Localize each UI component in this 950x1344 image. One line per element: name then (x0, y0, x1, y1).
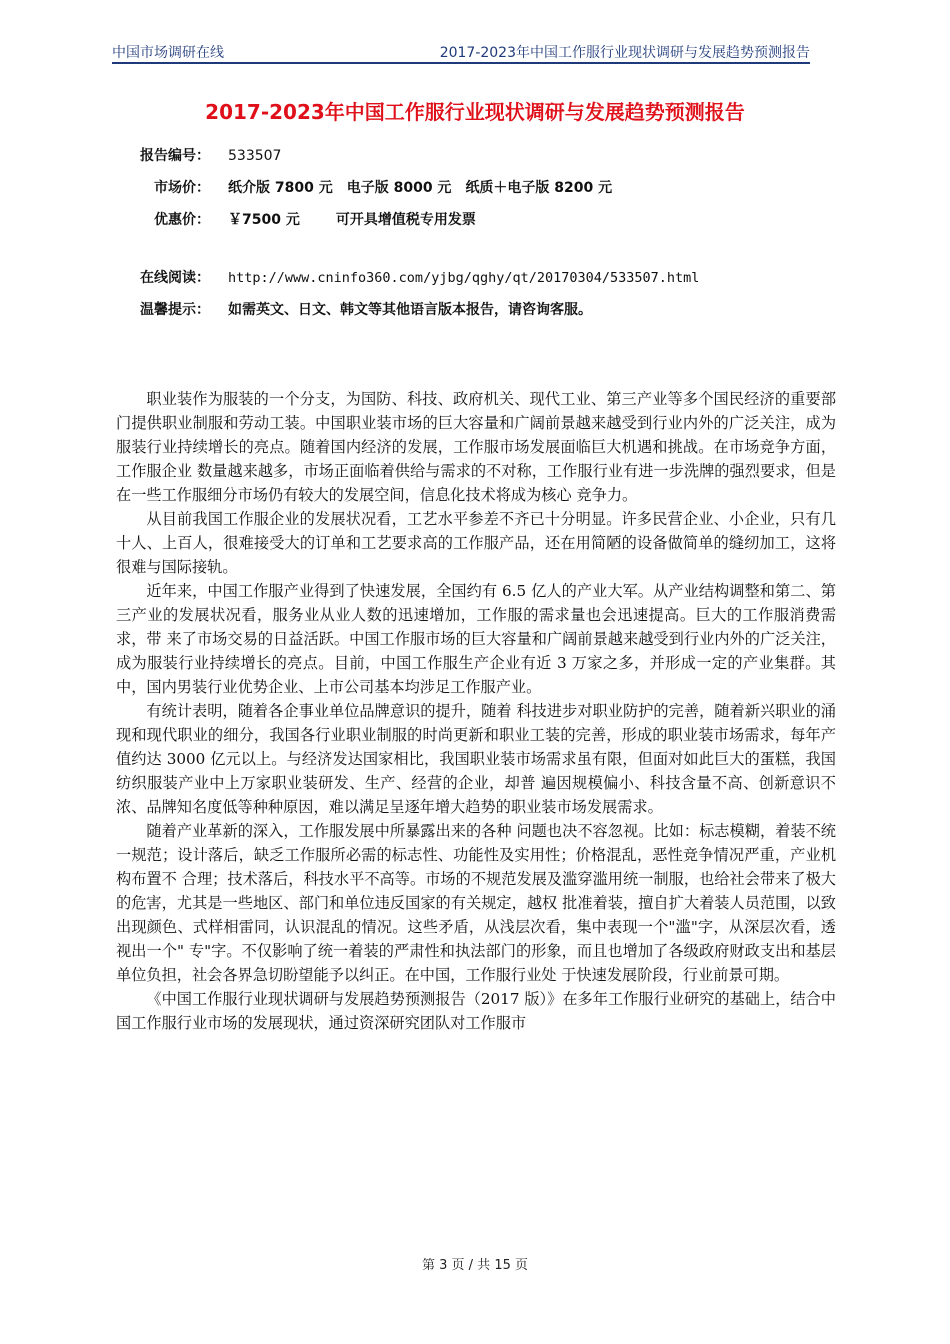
body-paragraph: 随着产业革新的深入，工作服发展中所暴露出来的各种 问题也决不容忽视。比如：标志模糊，着装不统一规范；设计落后，缺乏工作服所必需的标志性、功能性及实用性；价格混乱，恶性竞争情况严重，产业机构布置不 合理；技术落后，科技水平不高等。市场的不规范发展及滥穿滥用统一制服，也给社会带来了极大的危害，尤其是一些地区、部门和单位违反国家的有关规定，越权 批准着装，擅自扩大着装人员范围，以致出现颜色、式样相雷同，认识混乱的情况。这些矛盾，从浅层次看，集中表现一个"滥"字，从深层次看，透视出一个" 专"字。不仅影响了统一着装的严肃性和执法部门的形象，而且也增加了各级政府财政支出和基层单位负担，社会各界急切盼望能予以纠正。在中国，工作服行业处 于快速发展阶段，行业前景可期。 (116, 822, 836, 984)
tip-row (112, 300, 832, 320)
discount-label: 优惠价： (154, 212, 210, 228)
body-paragraph: 职业装作为服装的一个分支，为国防、科技、政府机关、现代工业、第三产业等多个国民经济的重要部门提供职业制服和劳动工装。中国职业装市场的巨大容量和广阔前景越来越受到行业内外的广泛关注，成为服装行业持续增长的亮点。随着国内经济的发展，工作服市场发展面临巨大机遇和挑战。在市场竞争方面，工作服企业 数量越来越多，市场正面临着供给与需求的不对称，工作服行业有进一步洗牌的强烈要求，但是在一些工作服细分市场仍有较大的发展空间，信息化技术将成为核心 竞争力。 (116, 390, 836, 504)
header-divider (112, 62, 810, 64)
price-paper: 纸介版 7800 元 (228, 180, 333, 196)
price-label: 市场价： (154, 180, 210, 196)
online-reading-label: 在线阅读： (140, 270, 210, 286)
body-paragraph: 有统计表明，随着各企事业单位品牌意识的提升，随着 科技进步对职业防护的完善，随着新兴职业的涌现和现代职业的细分，我国各行业职业制服的时尚更新和职业工装的完善，形成的职业装市场需求，每年产值约达 3000 亿元以上。与经济发达国家相比，我国职业装市场需求虽有限，但面对如此巨大的蛋糕，我国纺织服装产业中上万家职业装研发、生产、经营的企业，却普 遍因规模偏小、科技含量不高、创新意识不浓、品牌知名度低等种种原因，难以满足呈逐年增大趋势的职业装市场发展需求。 (116, 702, 836, 816)
page-number: 第 3 页 / 共 15 页 (422, 1258, 528, 1273)
body-paragraph: 《中国工作服行业现状调研与发展趋势预测报告（2017 版）》在多年工作服行业研究的基础上，结合中国工作服行业市场的发展现状，通过资深研究团队对工作服市 (116, 990, 836, 1032)
report-title: 2017-2023年中国工作服行业现状调研与发展趋势预测报告 (205, 100, 745, 124)
invoice-note: 可开具增值税专用发票 (335, 212, 476, 228)
body-paragraph: 近年来，中国工作服产业得到了快速发展，全国约有 6.5 亿人的产业大军。从产业结构调整和第二、第三产业的发展状况看，服务业从业人数的迅速增加，工作服的需求量也会迅速提高。巨大的工作服消费需求，带 来了市场交易的日益活跃。中国工作服市场的巨大容量和广阔前景越来越受到行业内外的广泛关注，成为服装行业持续增长的亮点。目前，中国工作服生产企业有近 3 万家之多，并形成一定的产业集群。其中，国内男装行业优势企业、上市公司基本均涉足工作服产业。 (116, 582, 836, 696)
report-number-label: 报告编号： (140, 148, 210, 164)
price-row (112, 178, 832, 198)
online-reading-row (112, 268, 832, 288)
tip-label: 温馨提示： (140, 302, 210, 318)
report-number-value: 533507 (228, 148, 282, 164)
online-reading-url[interactable]: http://www.cninfo360.com/yjbg/qghy/qt/20170304/533507.html (228, 270, 700, 286)
discount-price: ￥7500 元 (228, 212, 300, 228)
tip-text: 如需英文、日文、韩文等其他语言版本报告，请咨询客服。 (228, 302, 592, 318)
price-electronic: 电子版 8000 元 (346, 180, 452, 196)
report-body (116, 387, 836, 1035)
price-both: 纸质＋电子版 8200 元 (465, 180, 613, 196)
page-header (112, 42, 810, 64)
header-report-title: 2017-2023年中国工作服行业现状调研与发展趋势预测报告 (439, 45, 810, 61)
report-number-row (112, 146, 832, 166)
header-site-name: 中国市场调研在线 (112, 45, 224, 61)
body-paragraph: 从目前我国工作服企业的发展状况看，工艺水平参差不齐已十分明显。许多民营企业、小企业，只有几十人、上百人，很难接受大的订单和工艺要求高的工作服产品，还在用简陋的设备做简单的缝纫加工，这将很难与国际接轨。 (116, 510, 836, 576)
discount-row (112, 210, 832, 230)
